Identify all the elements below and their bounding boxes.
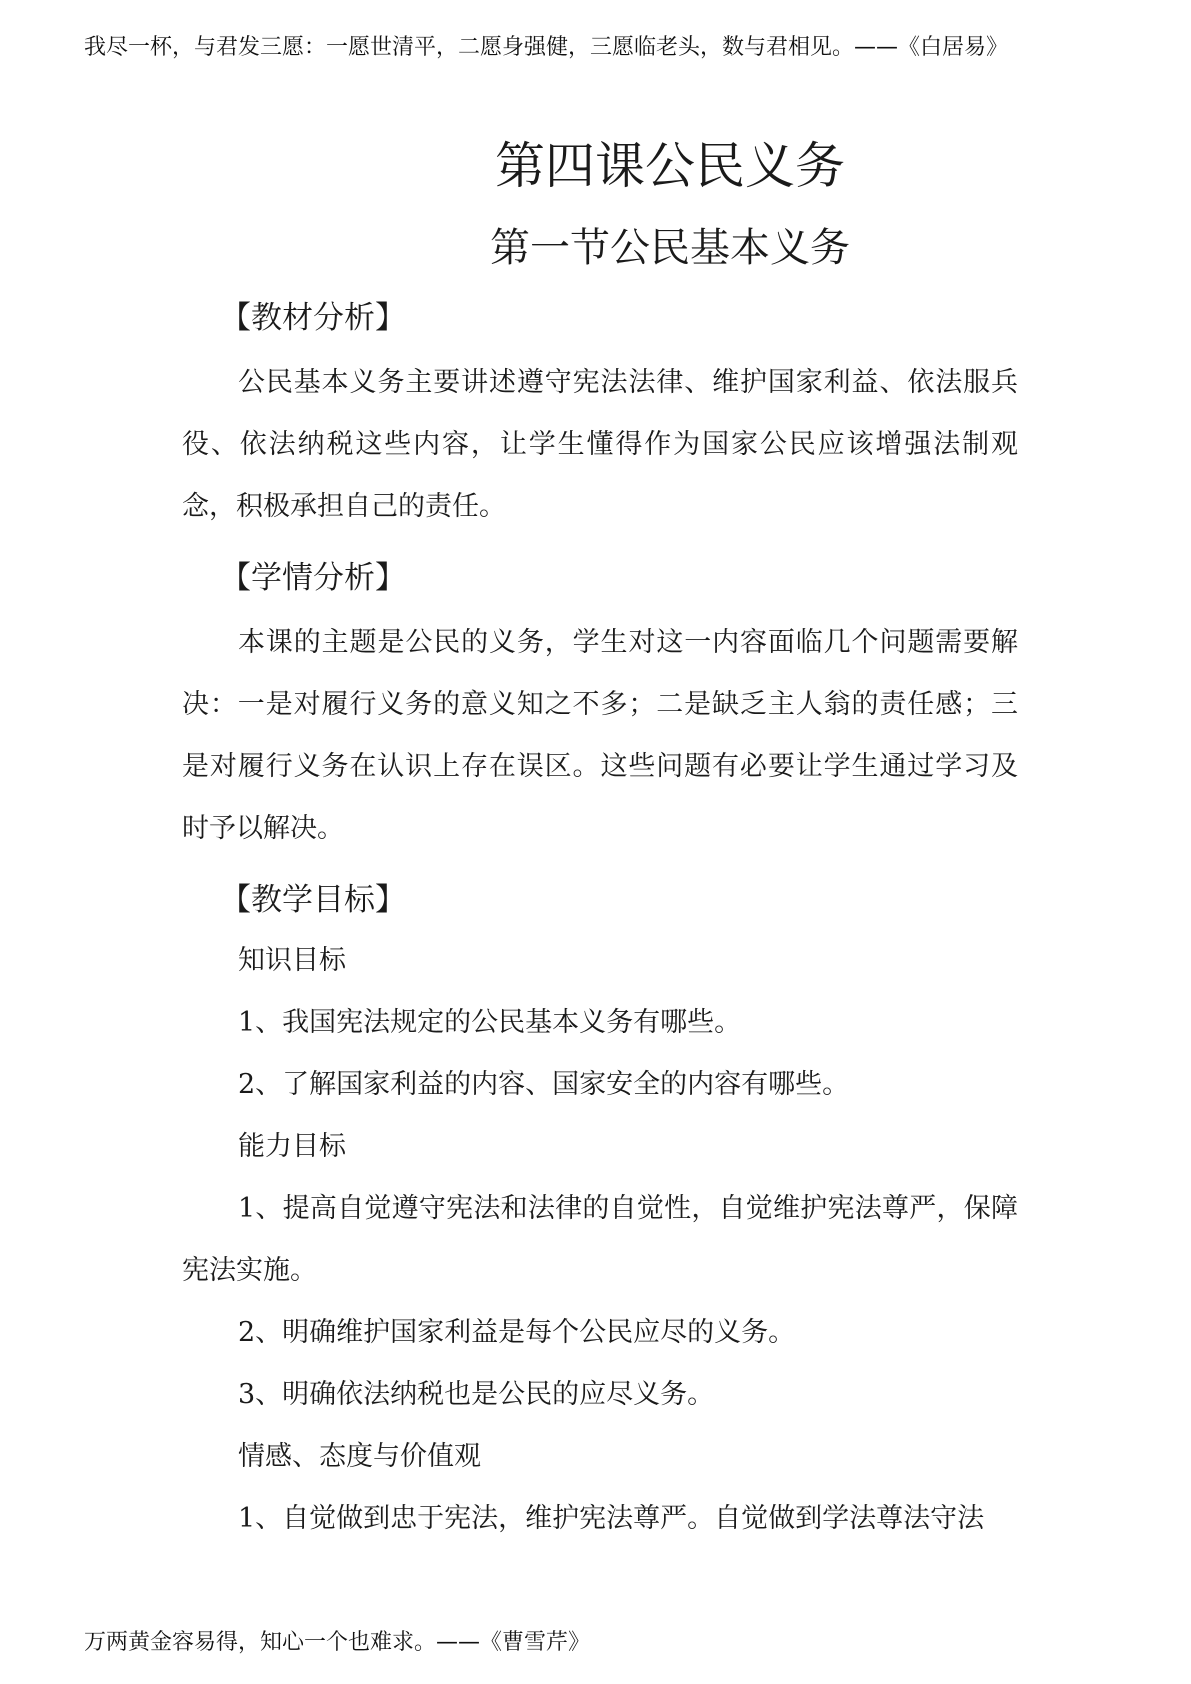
ability-goal-item: 1、提高自觉遵守宪法和法律的自觉性，自觉维护宪法尊严，保障宪法实施。 — [182, 1193, 1018, 1286]
document-subtitle: 第一节公民基本义务 — [490, 225, 850, 271]
footer-quote: 万两黄金容易得，知心一个也难求。——《曹雪芹》 — [84, 1630, 591, 1655]
emotion-goal-item: 1、自觉做到忠于宪法，维护宪法尊严。自觉做到学法尊法守法 — [238, 1503, 985, 1534]
section-heading-learner: 【学情分析】 — [220, 560, 406, 596]
ability-goal-item: 2、明确维护国家利益是每个公民应尽的义务。 — [238, 1317, 796, 1348]
ability-goal-label: 能力目标 — [238, 1131, 346, 1162]
document-title: 第四课公民义务 — [495, 137, 845, 195]
section-text-learner: 本课的主题是公民的义务，学生对这一内容面临几个问题需要解决：一是对履行义务的意义知之不多；二是缺乏主人翁的责任感；三是对履行义务在认识上存在误区。这些问题有必要让学生通过学习及时予以解决。 — [182, 627, 1018, 844]
section-heading-material: 【教材分析】 — [220, 300, 406, 336]
knowledge-goal-label: 知识目标 — [238, 945, 346, 976]
header-quote: 我尽一杯，与君发三愿：一愿世清平，二愿身强健，三愿临老头，数与君相见。——《白居易》 — [84, 35, 1009, 60]
emotion-goal-label: 情感、态度与价值观 — [238, 1441, 481, 1472]
section-text-material: 公民基本义务主要讲述遵守宪法法律、维护国家利益、依法服兵役、依法纳税这些内容，让学生懂得作为国家公民应该增强法制观念，积极承担自己的责任。 — [182, 367, 1018, 522]
knowledge-goal-item: 1、我国宪法规定的公民基本义务有哪些。 — [238, 1007, 742, 1038]
knowledge-goal-item: 2、了解国家利益的内容、国家安全的内容有哪些。 — [238, 1069, 850, 1100]
document-body — [182, 128, 1018, 1550]
section-heading-goals: 【教学目标】 — [220, 882, 406, 918]
ability-goal-item: 3、明确依法纳税也是公民的应尽义务。 — [238, 1379, 715, 1410]
